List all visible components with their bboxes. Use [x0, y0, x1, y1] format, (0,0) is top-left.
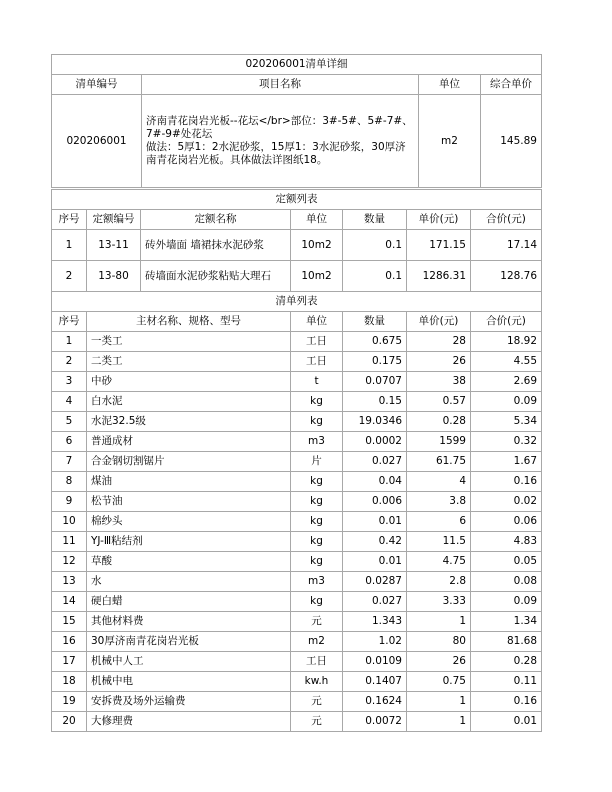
- material-price: 0.28: [407, 412, 471, 432]
- material-seq: 6: [52, 432, 87, 452]
- material-price: 0.57: [407, 392, 471, 412]
- material-unit: m3: [291, 572, 343, 592]
- material-row: [52, 492, 542, 512]
- material-total: 0.16: [471, 692, 542, 712]
- material-qty: 0.15: [343, 392, 407, 412]
- material-unit: kg: [291, 392, 343, 412]
- quota-total: 128.76: [471, 261, 542, 292]
- material-name: 草酸: [87, 552, 291, 572]
- material-price: 26: [407, 652, 471, 672]
- material-seq: 9: [52, 492, 87, 512]
- material-unit: 工日: [291, 652, 343, 672]
- material-unit: kg: [291, 512, 343, 532]
- quota-col-price: 单价(元): [407, 210, 471, 230]
- material-total: 0.02: [471, 492, 542, 512]
- material-price: 38: [407, 372, 471, 392]
- material-unit: 元: [291, 612, 343, 632]
- quota-code: 13-11: [87, 230, 141, 261]
- item-unit: m2: [419, 95, 481, 188]
- col-header-price: 综合单价: [481, 75, 542, 95]
- material-qty: 0.0707: [343, 372, 407, 392]
- material-name: 白水泥: [87, 392, 291, 412]
- material-total: 4.55: [471, 352, 542, 372]
- material-unit: kg: [291, 592, 343, 612]
- material-qty: 0.0287: [343, 572, 407, 592]
- col-header-code: 清单编号: [52, 75, 142, 95]
- material-qty: 0.1407: [343, 672, 407, 692]
- material-name: 大修理费: [87, 712, 291, 732]
- materials-col-total: 合价(元): [471, 312, 542, 332]
- materials-col-seq: 序号: [52, 312, 87, 332]
- material-unit: m2: [291, 632, 343, 652]
- material-price: 4.75: [407, 552, 471, 572]
- material-name: 煤油: [87, 472, 291, 492]
- materials-col-qty: 数量: [343, 312, 407, 332]
- material-seq: 10: [52, 512, 87, 532]
- material-qty: 0.0002: [343, 432, 407, 452]
- materials-body: [52, 332, 542, 732]
- material-row: [52, 452, 542, 472]
- material-seq: 18: [52, 672, 87, 692]
- materials-section-title: 清单列表: [52, 292, 542, 312]
- material-qty: 0.175: [343, 352, 407, 372]
- material-seq: 7: [52, 452, 87, 472]
- material-unit: m3: [291, 432, 343, 452]
- material-total: 5.34: [471, 412, 542, 432]
- material-qty: 0.42: [343, 532, 407, 552]
- material-unit: kg: [291, 492, 343, 512]
- material-name: 水泥32.5级: [87, 412, 291, 432]
- item-description: [142, 95, 419, 188]
- material-qty: 0.027: [343, 592, 407, 612]
- material-total: 18.92: [471, 332, 542, 352]
- quota-section-title: 定额列表: [52, 190, 542, 210]
- material-seq: 12: [52, 552, 87, 572]
- material-seq: 8: [52, 472, 87, 492]
- material-row: [52, 532, 542, 552]
- material-price: 4: [407, 472, 471, 492]
- material-total: 0.08: [471, 572, 542, 592]
- material-seq: 11: [52, 532, 87, 552]
- materials-col-name: 主材名称、规格、型号: [87, 312, 291, 332]
- col-header-unit: 单位: [419, 75, 481, 95]
- quota-seq: 1: [52, 230, 87, 261]
- material-name: 中砂: [87, 372, 291, 392]
- detail-table: [51, 189, 542, 732]
- quota-unit: 10m2: [291, 230, 343, 261]
- material-qty: 0.04: [343, 472, 407, 492]
- material-unit: 元: [291, 692, 343, 712]
- material-row: [52, 652, 542, 672]
- quota-col-code: 定额编号: [87, 210, 141, 230]
- material-price: 28: [407, 332, 471, 352]
- material-price: 6: [407, 512, 471, 532]
- material-seq: 15: [52, 612, 87, 632]
- item-price: 145.89: [481, 95, 542, 188]
- material-qty: 0.006: [343, 492, 407, 512]
- material-row: [52, 612, 542, 632]
- material-name: 棉纱头: [87, 512, 291, 532]
- material-row: [52, 352, 542, 372]
- material-seq: 13: [52, 572, 87, 592]
- material-total: 0.11: [471, 672, 542, 692]
- material-name: 合金钢切割锯片: [87, 452, 291, 472]
- material-row: [52, 632, 542, 652]
- material-row: [52, 712, 542, 732]
- material-price: 1: [407, 612, 471, 632]
- material-total: 0.28: [471, 652, 542, 672]
- material-name: YJ-Ⅲ粘结剂: [87, 532, 291, 552]
- material-name: 一类工: [87, 332, 291, 352]
- quota-unit: 10m2: [291, 261, 343, 292]
- material-qty: 0.0072: [343, 712, 407, 732]
- material-seq: 5: [52, 412, 87, 432]
- quota-price: 171.15: [407, 230, 471, 261]
- material-total: 0.32: [471, 432, 542, 452]
- material-qty: 0.0109: [343, 652, 407, 672]
- material-unit: 元: [291, 712, 343, 732]
- quota-row: [52, 230, 542, 261]
- material-total: 0.01: [471, 712, 542, 732]
- material-name: 机械中人工: [87, 652, 291, 672]
- material-unit: 工日: [291, 352, 343, 372]
- material-total: 1.67: [471, 452, 542, 472]
- material-seq: 3: [52, 372, 87, 392]
- material-seq: 4: [52, 392, 87, 412]
- material-name: 机械中电: [87, 672, 291, 692]
- material-row: [52, 472, 542, 492]
- material-price: 1: [407, 692, 471, 712]
- material-row: [52, 372, 542, 392]
- material-qty: 0.027: [343, 452, 407, 472]
- quota-col-qty: 数量: [343, 210, 407, 230]
- item-code: 020206001: [52, 95, 142, 188]
- material-qty: 19.0346: [343, 412, 407, 432]
- quota-seq: 2: [52, 261, 87, 292]
- material-row: [52, 552, 542, 572]
- material-row: [52, 692, 542, 712]
- material-total: 0.16: [471, 472, 542, 492]
- materials-col-price: 单价(元): [407, 312, 471, 332]
- material-name: 30厚济南青花岗岩光板: [87, 632, 291, 652]
- quota-col-total: 合价(元): [471, 210, 542, 230]
- material-qty: 0.675: [343, 332, 407, 352]
- material-unit: kw.h: [291, 672, 343, 692]
- material-price: 26: [407, 352, 471, 372]
- page-title: 020206001清单详细: [52, 55, 542, 75]
- quota-price: 1286.31: [407, 261, 471, 292]
- material-unit: 片: [291, 452, 343, 472]
- material-total: 4.83: [471, 532, 542, 552]
- col-header-name: 项目名称: [142, 75, 419, 95]
- material-qty: 1.343: [343, 612, 407, 632]
- material-unit: kg: [291, 472, 343, 492]
- quota-name: 砖墙面水泥砂浆粘贴大理石: [141, 261, 291, 292]
- material-total: 0.06: [471, 512, 542, 532]
- quota-col-name: 定额名称: [141, 210, 291, 230]
- quota-col-seq: 序号: [52, 210, 87, 230]
- material-row: [52, 592, 542, 612]
- material-price: 3.8: [407, 492, 471, 512]
- material-qty: 0.01: [343, 512, 407, 532]
- material-unit: kg: [291, 412, 343, 432]
- material-row: [52, 572, 542, 592]
- quota-qty: 0.1: [343, 230, 407, 261]
- item-summary-table: [51, 54, 542, 188]
- material-row: [52, 392, 542, 412]
- material-price: 3.33: [407, 592, 471, 612]
- material-unit: t: [291, 372, 343, 392]
- material-total: 1.34: [471, 612, 542, 632]
- item-name: 济南青花岗岩光板--花坛</br>部位：3#-5#、5#-7#、7#-9#处花坛: [146, 115, 413, 140]
- material-price: 80: [407, 632, 471, 652]
- material-price: 61.75: [407, 452, 471, 472]
- material-row: [52, 432, 542, 452]
- item-method: 做法：5厚1：2水泥砂浆，15厚1：3水泥砂浆，30厚济南青花岗岩光板。具体做法详图纸18。: [146, 141, 406, 166]
- material-seq: 20: [52, 712, 87, 732]
- material-price: 2.8: [407, 572, 471, 592]
- material-row: [52, 512, 542, 532]
- quota-row: [52, 261, 542, 292]
- material-unit: kg: [291, 532, 343, 552]
- material-name: 水: [87, 572, 291, 592]
- material-price: 11.5: [407, 532, 471, 552]
- material-name: 二类工: [87, 352, 291, 372]
- material-row: [52, 412, 542, 432]
- material-seq: 14: [52, 592, 87, 612]
- material-total: 0.09: [471, 392, 542, 412]
- material-price: 1: [407, 712, 471, 732]
- materials-col-unit: 单位: [291, 312, 343, 332]
- quota-col-unit: 单位: [291, 210, 343, 230]
- material-unit: 工日: [291, 332, 343, 352]
- material-seq: 2: [52, 352, 87, 372]
- material-row: [52, 672, 542, 692]
- material-total: 0.09: [471, 592, 542, 612]
- material-total: 81.68: [471, 632, 542, 652]
- quota-total: 17.14: [471, 230, 542, 261]
- material-name: 安拆费及场外运输费: [87, 692, 291, 712]
- material-name: 普通成材: [87, 432, 291, 452]
- material-seq: 16: [52, 632, 87, 652]
- material-qty: 1.02: [343, 632, 407, 652]
- material-unit: kg: [291, 552, 343, 572]
- quota-code: 13-80: [87, 261, 141, 292]
- material-seq: 17: [52, 652, 87, 672]
- material-seq: 1: [52, 332, 87, 352]
- material-total: 2.69: [471, 372, 542, 392]
- material-price: 0.75: [407, 672, 471, 692]
- material-name: 其他材料费: [87, 612, 291, 632]
- quota-qty: 0.1: [343, 261, 407, 292]
- material-name: 松节油: [87, 492, 291, 512]
- material-qty: 0.1624: [343, 692, 407, 712]
- material-price: 1599: [407, 432, 471, 452]
- material-qty: 0.01: [343, 552, 407, 572]
- material-name: 硬白蜡: [87, 592, 291, 612]
- quota-name: 砖外墙面 墙裙抹水泥砂浆: [141, 230, 291, 261]
- material-row: [52, 332, 542, 352]
- material-seq: 19: [52, 692, 87, 712]
- material-total: 0.05: [471, 552, 542, 572]
